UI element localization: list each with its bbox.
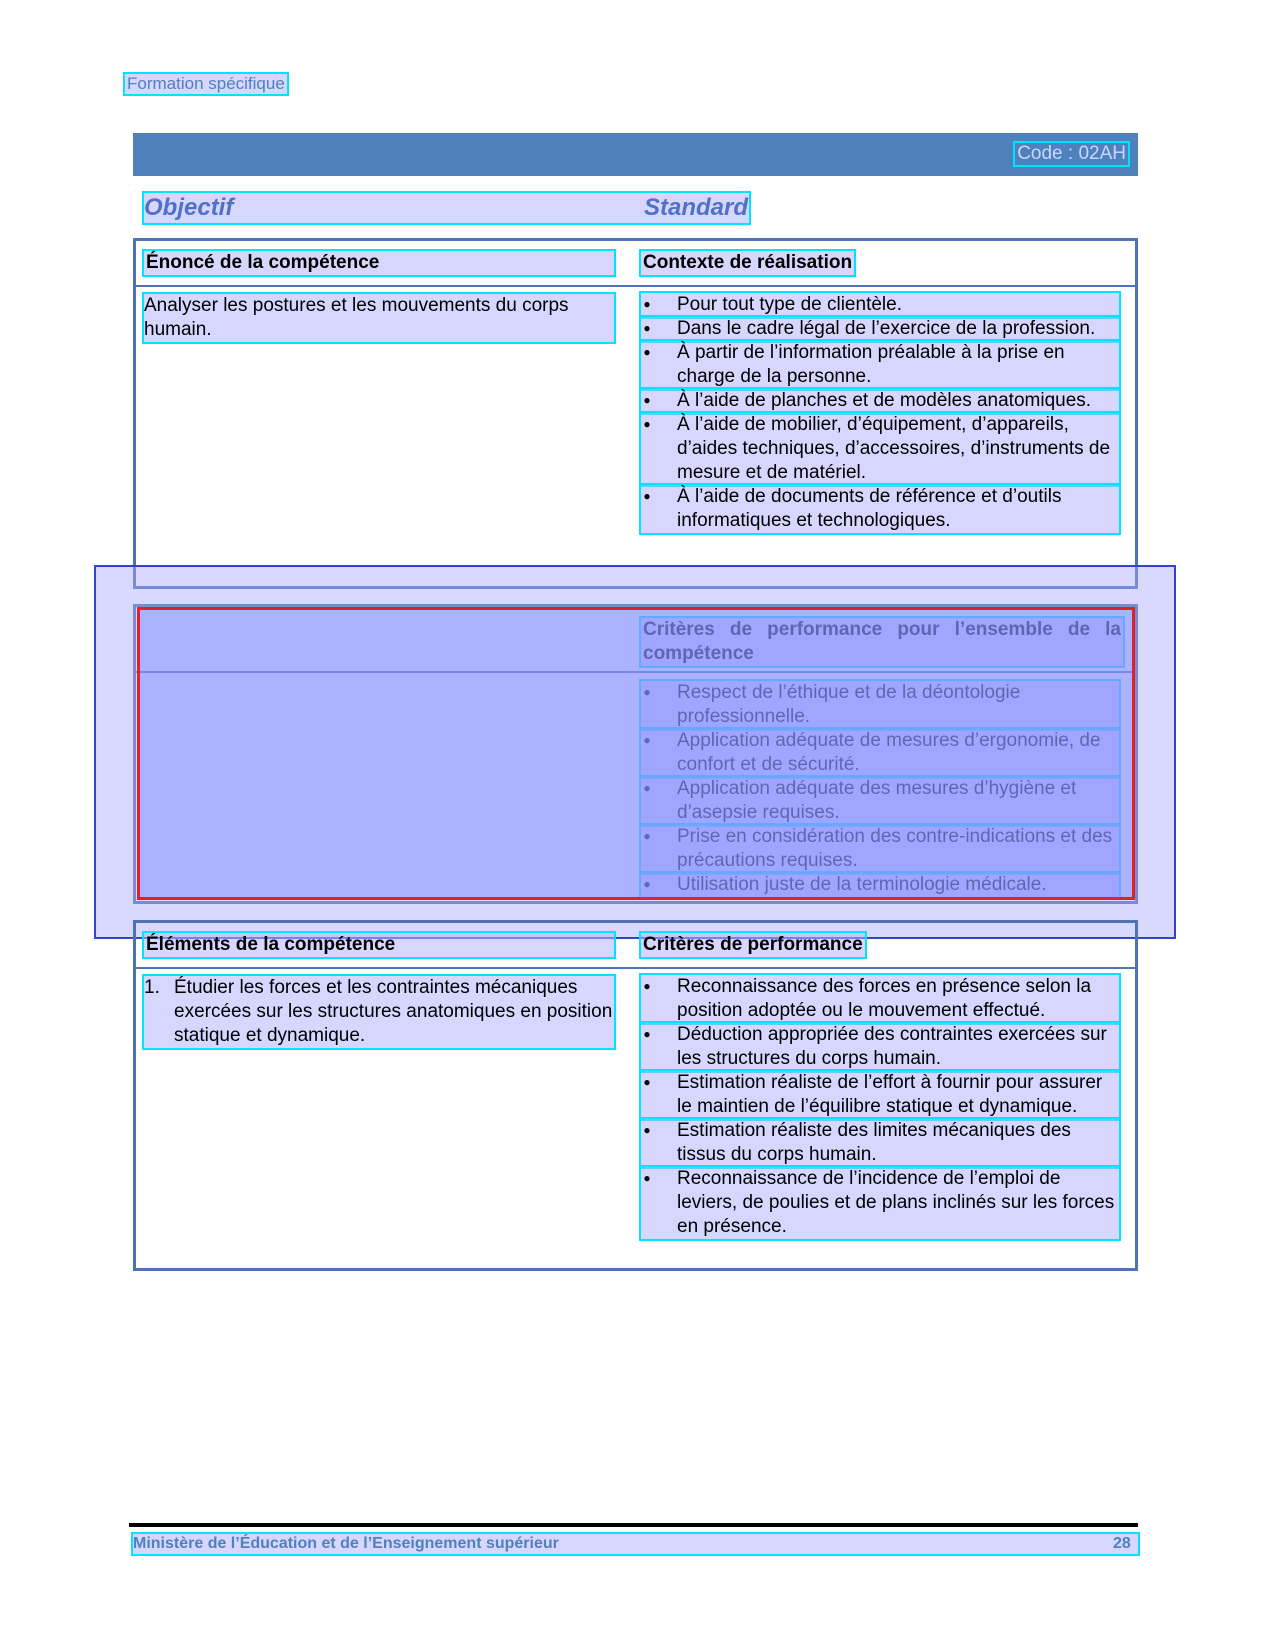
bullet-icon: ● — [643, 393, 651, 407]
bullet-icon: ● — [643, 1171, 651, 1185]
criteria-header: Critères de performance — [643, 934, 863, 955]
context-list — [641, 293, 1119, 533]
list-item: ● Dans le cadre légal de l’exercice de la profession. — [641, 317, 1119, 341]
elements-header: Éléments de la compétence — [144, 933, 614, 957]
bullet-icon: ● — [643, 979, 651, 993]
bullet-icon: ● — [643, 297, 651, 311]
element-number: 1. — [144, 977, 160, 998]
list-item: ● Reconnaissance de l’incidence de l’emploi de leviers, de poulies et de plans inclinés sur les forces en présence. — [641, 1167, 1119, 1239]
code-bar — [133, 133, 1138, 176]
list-item: ● Utilisation juste de la terminologie médicale. — [641, 873, 1119, 897]
footer-rule — [129, 1523, 1138, 1527]
competency-elements-table — [133, 920, 1138, 1271]
bullet-icon: ● — [643, 1027, 651, 1041]
standard-heading: Standard — [644, 194, 749, 221]
list-item: ● Reconnaissance des forces en présence selon la position adoptée ou le mouvement effectué. — [641, 975, 1119, 1023]
list-item: ● Pour tout type de clientèle. — [641, 293, 1119, 317]
list-item: ● À l’aide de mobilier, d’équipement, d’appareils, d’aides techniques, d’accessoires, d’instruments de mesure et de matériel. — [641, 413, 1119, 485]
bullet-icon: ● — [643, 417, 651, 431]
element-text: Étudier les forces et les contraintes mécaniques exercées sur les structures anatomiques en position statique et dynamique. — [174, 977, 613, 1046]
bullet-icon: ● — [643, 1075, 651, 1089]
statement-header: Énoncé de la compétence — [144, 251, 614, 275]
focus-overlay — [137, 607, 1135, 900]
list-item: ● Application adéquate de mesures d’ergonomie, de confort et de sécurité. — [641, 729, 1119, 777]
list-item: ● Déduction appropriée des contraintes exercées sur les structures du corps humain. — [641, 1023, 1119, 1071]
bullet-icon: ● — [643, 321, 651, 335]
context-header: Contexte de réalisation — [643, 252, 853, 273]
competency-statement-table — [133, 238, 1138, 589]
page-number: 28 — [1113, 1535, 1131, 1552]
bullet-icon: ● — [643, 489, 651, 503]
list-item: ● À partir de l’information préalable à la prise en charge de la personne. — [641, 341, 1119, 389]
criteria-list — [641, 975, 1119, 1239]
bullet-icon: ● — [643, 1123, 651, 1137]
objectif-heading: Objectif — [144, 194, 234, 221]
list-item: ● À l’aide de documents de référence et d’outils informatiques et technologiques. — [641, 485, 1119, 533]
list-item: ● Respect de l’éthique et de la déontologie professionnelle. — [641, 681, 1119, 729]
bullet-icon: ● — [643, 685, 651, 699]
competency-statement: Analyser les postures et les mouvements du corps humain. — [144, 294, 614, 342]
list-item: ● À l’aide de planches et de modèles anatomiques. — [641, 389, 1119, 413]
competency-code: Code : 02AH — [1017, 143, 1126, 164]
competency-element — [144, 976, 614, 1048]
bullet-icon: ● — [643, 829, 651, 843]
running-header: Formation spécifique — [127, 74, 285, 93]
bullet-icon: ● — [643, 781, 651, 795]
header-divider — [136, 285, 1135, 287]
section-headings — [144, 193, 749, 223]
list-item: ● Estimation réaliste des limites mécaniques des tissus du corps humain. — [641, 1119, 1119, 1167]
global-criteria-header: Critères de performance pour l’ensemble de la compétence — [643, 619, 1121, 664]
bullet-icon: ● — [643, 733, 651, 747]
footer-ministry: Ministère de l’Éducation et de l’Enseignement supérieur — [133, 1534, 1138, 1554]
list-item: ● Prise en considération des contre-indications et des précautions requises. — [641, 825, 1119, 873]
list-item: ● Application adéquate des mesures d’hygiène et d’asepsie requises. — [641, 777, 1119, 825]
bullet-icon: ● — [643, 877, 651, 891]
bullet-icon: ● — [643, 345, 651, 359]
list-item: ● Estimation réaliste de l’effort à fournir pour assurer le maintien de l’équilibre statique et dynamique. — [641, 1071, 1119, 1119]
header-divider — [136, 967, 1135, 969]
